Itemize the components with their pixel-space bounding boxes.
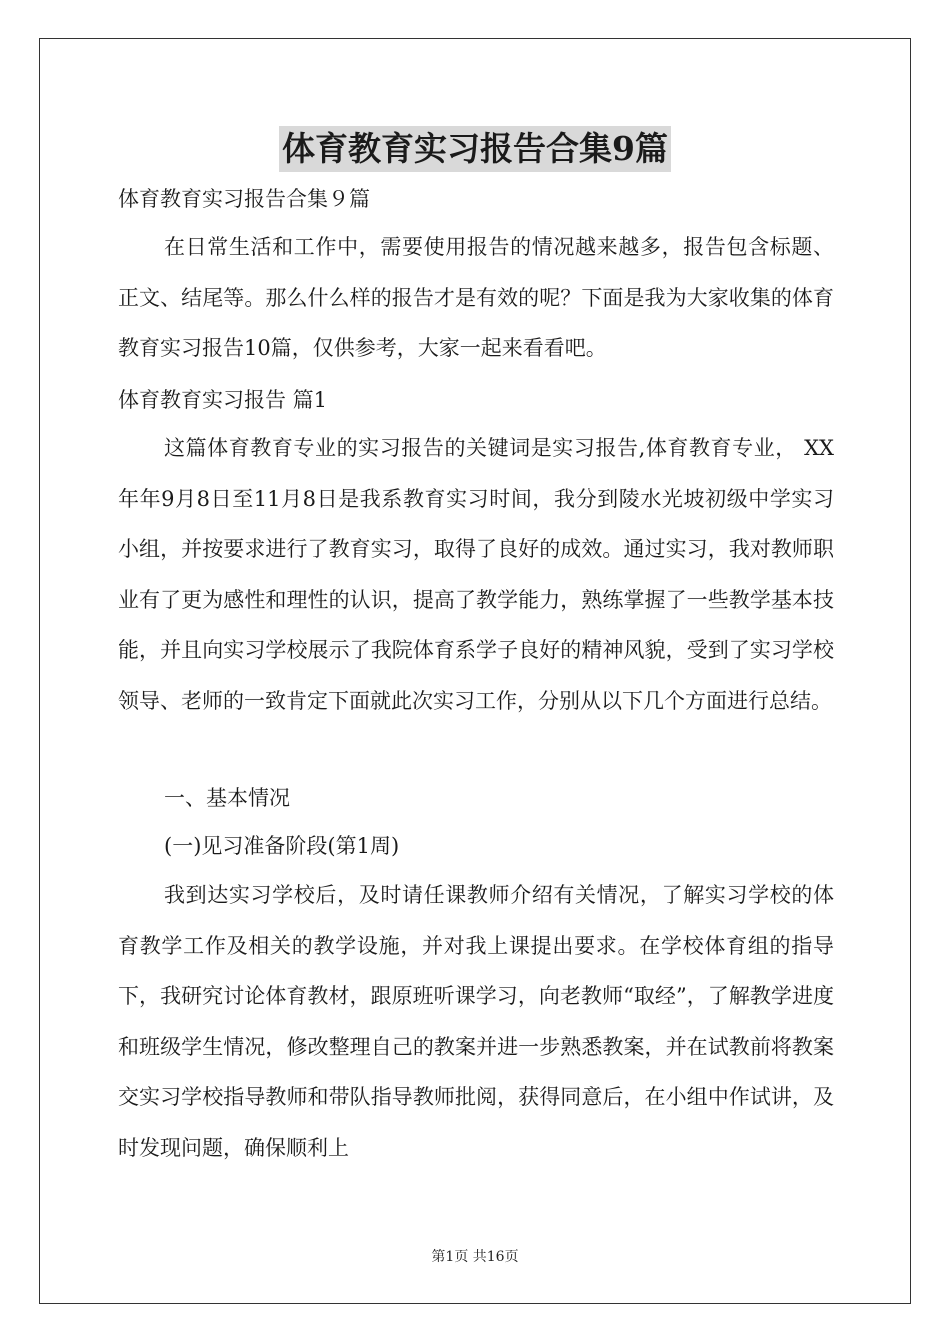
heading-preparation-stage: (一)见习准备阶段(第1周)	[164, 834, 400, 858]
section-heading: 体育教育实习报告 篇1	[118, 388, 328, 412]
heading-basic-info: 一、基本情况	[164, 786, 290, 810]
body-paragraph-1: 这篇体育教育专业的实习报告的关键词是实习报告,体育教育专业， XX年年9月8日至11月8日是我系教育实习时间，我分到陵水光坡初级中学实习小组，并按要求进行了教育实习，取得了良好的成效。通过实习，我对教师职业有了更为感性和理性的认识，提高了教学能力，熟练掌握了一些教学基本技能，并且向实习学校展示了我院体育系学子良好的精神风貌，受到了实习学校领导、老师的一致肯定下面就此次实习工作，分别从以下几个方面进行总结。	[118, 436, 834, 713]
intro-paragraph: 在日常生活和工作中，需要使用报告的情况越来越多，报告包含标题、正文、结尾等。那么什么样的报告才是有效的呢？下面是我为大家收集的体育教育实习报告10篇，仅供参考，大家一起来看看吧。	[118, 235, 834, 360]
page-number-footer: 第1页 共16页	[431, 1249, 519, 1265]
body-paragraph-2: 我到达实习学校后，及时请任课教师介绍有关情况，了解实习学校的体育教学工作及相关的教学设施，并对我上课提出要求。在学校体育组的指导下，我研究讨论体育教材，跟原班听课学习，向老教师“取经”，了解教学进度和班级学生情况，修改整理自己的教案并进一步熟悉教案，并在试教前将教案交实习学校指导教师和带队指导教师批阅，获得同意后，在小组中作试讲，及时发现问题，确保顺利上	[118, 883, 834, 1160]
document-title: 体育教育实习报告合集9篇	[279, 126, 671, 172]
title-container	[0, 126, 950, 172]
document-subtitle: 体育教育实习报告合集９篇	[118, 187, 370, 211]
